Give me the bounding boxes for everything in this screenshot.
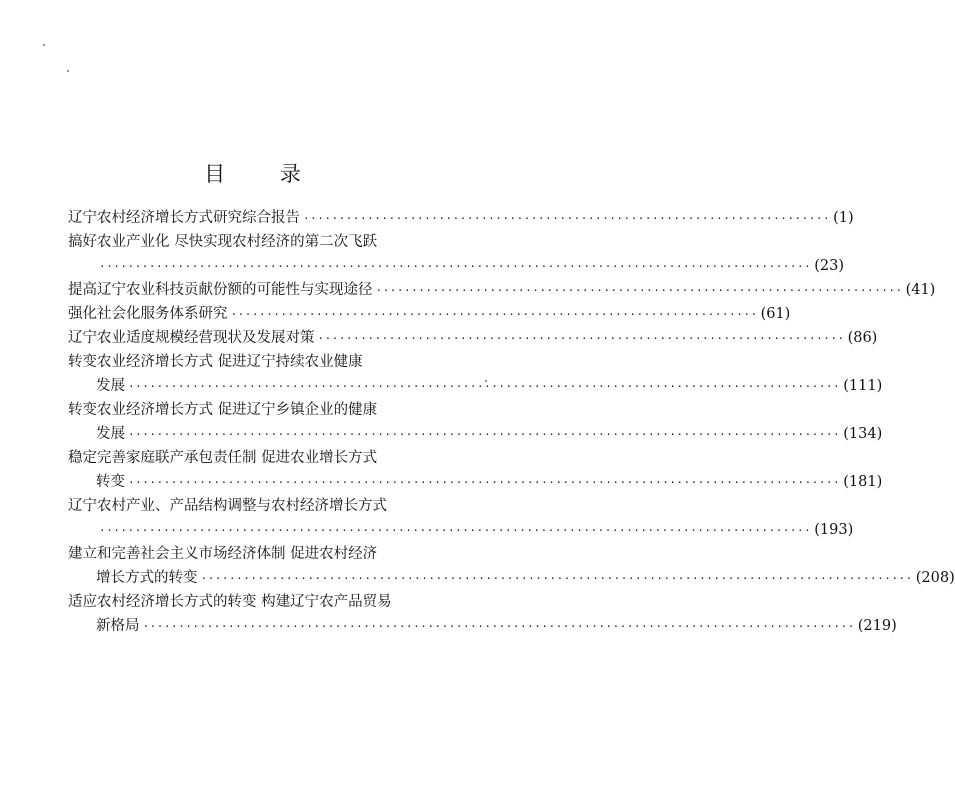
toc-page-number: (193): [814, 522, 854, 538]
toc-entry-continuation: [96, 616, 897, 636]
dot-leader: ··········································································: [230, 308, 758, 321]
toc-entry-title-continuation: 转变: [96, 474, 125, 490]
toc-entry-title: 转变农业经济增长方式 促进辽宁乡镇企业的健康: [68, 402, 378, 418]
toc-entry-title: 辽宁农村经济增长方式研究综合报告: [68, 210, 300, 226]
dot-leader: ····································································································: [200, 572, 913, 585]
toc-entry-continuation: [96, 568, 955, 588]
toc-page-number: (134): [843, 426, 883, 442]
dot-leader: ····································································································: [128, 380, 841, 393]
scan-speck: [67, 70, 69, 72]
toc-page-number: (61): [760, 306, 791, 322]
toc-entry: [68, 304, 791, 324]
toc-entry-continuation: [96, 256, 845, 276]
toc-page-number: (208): [915, 570, 955, 586]
toc-entry-title-continuation: 发展: [96, 426, 125, 442]
toc-entry: [68, 544, 408, 564]
dot-leader: ··········································································: [303, 212, 831, 225]
toc-entry-title: 辽宁农业适度规模经营现状及发展对策: [68, 330, 315, 346]
toc-entry: [68, 208, 854, 228]
toc-entry-continuation: [96, 472, 883, 492]
toc-entry-title: 搞好农业产业化 尽快实现农村经济的第二次飞跃: [68, 234, 378, 250]
toc-page-number: (23): [814, 258, 845, 274]
toc-entry-title: 适应农村经济增长方式的转变 构建辽宁农产品贸易: [68, 594, 392, 610]
toc-entry: [68, 328, 878, 348]
toc-page-number: (86): [847, 330, 878, 346]
dot-leader: ··········································································: [317, 332, 845, 345]
toc-entry: [68, 496, 408, 516]
dot-leader: ··········································································: [375, 284, 903, 297]
toc-entry: [68, 400, 408, 420]
page-title: 目 录: [204, 162, 325, 186]
toc-page-number: (1): [833, 210, 854, 226]
toc-entry: [68, 280, 936, 300]
toc-entry-continuation: [96, 376, 883, 396]
toc-entry-continuation: [96, 520, 854, 540]
toc-page-number: (181): [843, 474, 883, 490]
toc-entry-title: 建立和完善社会主义市场经济体制 促进农村经济: [68, 546, 378, 562]
toc-entry: [68, 592, 408, 612]
toc-entry-title: 转变农业经济增长方式 促进辽宁持续农业健康: [68, 354, 363, 370]
toc-entry-title-continuation: 发展: [96, 378, 125, 394]
dot-leader: ····································································································: [142, 620, 855, 633]
toc-entry-title: 辽宁农村产业、产品结构调整与农村经济增长方式: [68, 498, 387, 514]
dot-leader: ····································································································: [99, 260, 812, 273]
dot-leader: ····································································································: [128, 476, 841, 489]
toc-entry: [68, 448, 408, 468]
toc-entry-continuation: [96, 424, 883, 444]
scan-speck: [43, 44, 45, 46]
toc-entry: [68, 352, 408, 372]
toc-page-number: (219): [857, 618, 897, 634]
toc-entry-title: 提高辽宁农业科技贡献份额的可能性与实现途径: [68, 282, 373, 298]
toc-entry-title: 稳定完善家庭联产承包责任制 促进农业增长方式: [68, 450, 378, 466]
dot-leader: ····································································································: [99, 524, 812, 537]
toc-entry-title: 强化社会化服务体系研究: [68, 306, 228, 322]
toc-entry-title-continuation: 增长方式的转变: [96, 570, 198, 586]
toc-entry-title-continuation: 新格局: [96, 618, 140, 634]
dot-leader: ····································································································: [128, 428, 841, 441]
toc-page-number: (41): [905, 282, 936, 298]
toc-page-number: (111): [843, 378, 883, 394]
toc-entry: [68, 232, 408, 252]
